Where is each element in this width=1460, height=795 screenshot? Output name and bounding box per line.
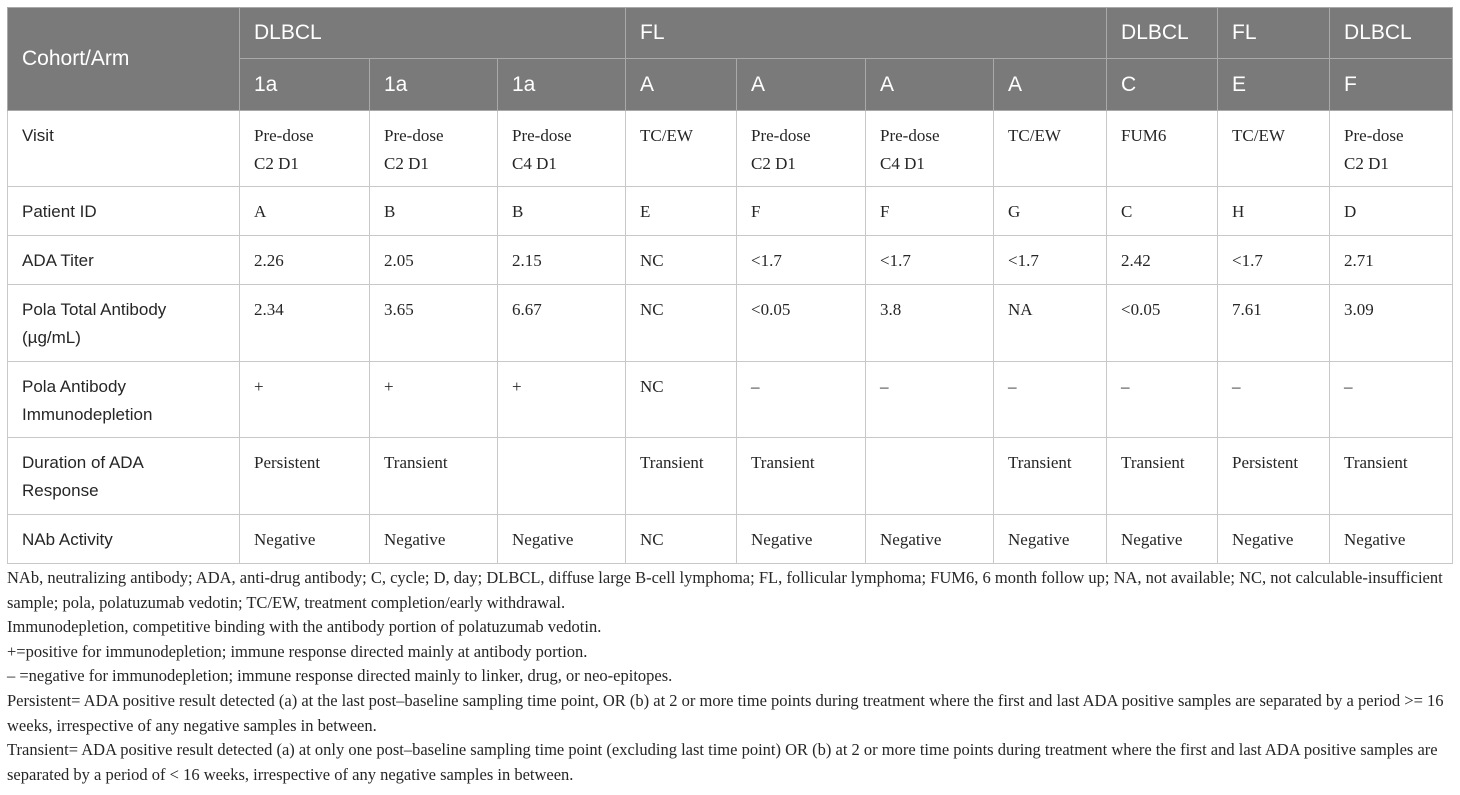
table-cell: + xyxy=(370,362,498,438)
table-cell: Negative xyxy=(866,515,994,564)
table-row xyxy=(8,362,1453,438)
table-cell: Negative xyxy=(240,515,370,564)
header-arm-cell: C xyxy=(1107,59,1218,111)
table-cell: Transient xyxy=(737,438,866,515)
table-cell: B xyxy=(370,187,498,236)
table-cell: 2.26 xyxy=(240,236,370,285)
table-cell: Pre-dose C2 D1 xyxy=(737,111,866,187)
footnote-line: – =negative for immunodepletion; immune response directed mainly to linker, drug, or neo-epitopes. xyxy=(7,666,673,686)
corner-header: Cohort/Arm xyxy=(8,8,240,111)
row-label: Duration of ADA Response xyxy=(8,438,240,515)
table-cell: Negative xyxy=(737,515,866,564)
row-label: Pola Total Antibody (µg/mL) xyxy=(8,285,240,362)
table-cell: – xyxy=(1330,362,1453,438)
ada-results-table xyxy=(7,7,1453,564)
table-cell: Transient xyxy=(994,438,1107,515)
table-cell: <0.05 xyxy=(1107,285,1218,362)
header-arm-cell: 1a xyxy=(370,59,498,111)
table-header xyxy=(8,8,1453,111)
table-row xyxy=(8,111,1453,187)
header-arm-cell: A xyxy=(994,59,1107,111)
table-cell: 7.61 xyxy=(1218,285,1330,362)
table-cell: 2.71 xyxy=(1330,236,1453,285)
table-cell: TC/EW xyxy=(626,111,737,187)
table-cell: Negative xyxy=(1330,515,1453,564)
table-cell: TC/EW xyxy=(1218,111,1330,187)
table-cell: NA xyxy=(994,285,1107,362)
header-arm-cell: A xyxy=(626,59,737,111)
footnote-line: Transient= ADA positive result detected (a) at only one post–baseline sampling time point (excluding last time point) OR (b) at 2 or more time points during treatment where the first and last ADA positive samples are separated by a period of < 16 weeks, irrespective of any negative samples in between. xyxy=(7,740,1438,784)
table-cell: NC xyxy=(626,285,737,362)
header-arm-cell: A xyxy=(866,59,994,111)
table-cell: 2.42 xyxy=(1107,236,1218,285)
table-cell: Negative xyxy=(1218,515,1330,564)
table-cell: Negative xyxy=(498,515,626,564)
table-cell: <1.7 xyxy=(866,236,994,285)
table-cell: D xyxy=(1330,187,1453,236)
table-cell: F xyxy=(866,187,994,236)
table-cell: Pre-dose C4 D1 xyxy=(498,111,626,187)
row-label: Visit xyxy=(8,111,240,187)
table-cell: Pre-dose C2 D1 xyxy=(370,111,498,187)
header-group-cell: FL xyxy=(626,8,1107,59)
table-cell: C xyxy=(1107,187,1218,236)
table-cell: – xyxy=(994,362,1107,438)
table-cell: 2.05 xyxy=(370,236,498,285)
header-arm-cell: A xyxy=(737,59,866,111)
table-cell: Pre-dose C4 D1 xyxy=(866,111,994,187)
table-cell: <0.05 xyxy=(737,285,866,362)
table-cell: NC xyxy=(626,515,737,564)
table-row xyxy=(8,187,1453,236)
table-row xyxy=(8,515,1453,564)
table-cell: <1.7 xyxy=(994,236,1107,285)
footnote-line: Immunodepletion, competitive binding with the antibody portion of polatuzumab vedotin. xyxy=(7,617,602,637)
table-cell: 2.34 xyxy=(240,285,370,362)
table-cell: A xyxy=(240,187,370,236)
row-label: Pola Antibody Immunodepletion xyxy=(8,362,240,438)
footnote-line: +=positive for immunodepletion; immune response directed mainly at antibody portion. xyxy=(7,641,588,661)
table-cell xyxy=(866,438,994,515)
table-row xyxy=(8,285,1453,362)
table-footnotes xyxy=(7,566,1455,787)
table-cell: Negative xyxy=(1107,515,1218,564)
table-cell: – xyxy=(866,362,994,438)
table-cell: – xyxy=(737,362,866,438)
table-cell: 3.09 xyxy=(1330,285,1453,362)
table-cell: Pre-dose C2 D1 xyxy=(1330,111,1453,187)
table-cell xyxy=(498,438,626,515)
table-cell: NC xyxy=(626,362,737,438)
row-label: NAb Activity xyxy=(8,515,240,564)
table-cell: 6.67 xyxy=(498,285,626,362)
row-label: Patient ID xyxy=(8,187,240,236)
header-arm-cell: 1a xyxy=(498,59,626,111)
table-cell: Pre-dose C2 D1 xyxy=(240,111,370,187)
header-group-cell: FL xyxy=(1218,8,1330,59)
table-cell: Persistent xyxy=(1218,438,1330,515)
table-row xyxy=(8,438,1453,515)
row-label: ADA Titer xyxy=(8,236,240,285)
header-group-row xyxy=(8,8,1453,59)
header-group-cell: DLBCL xyxy=(240,8,626,59)
footnote-line: NAb, neutralizing antibody; ADA, anti-drug antibody; C, cycle; D, day; DLBCL, diffuse large B-cell lymphoma; FL, follicular lymphoma; FUM6, 6 month follow up; NA, not available; NC, not calculable-insufficient sample; pola, polatuzumab vedotin; TC/EW, treatment completion/early withdrawal. xyxy=(7,568,1443,612)
table-cell: Transient xyxy=(370,438,498,515)
table-cell: NC xyxy=(626,236,737,285)
header-arm-cell: 1a xyxy=(240,59,370,111)
table-cell: Transient xyxy=(626,438,737,515)
table-cell: FUM6 xyxy=(1107,111,1218,187)
table-cell: 3.65 xyxy=(370,285,498,362)
table-row xyxy=(8,236,1453,285)
table-cell: 3.8 xyxy=(866,285,994,362)
table-cell: F xyxy=(737,187,866,236)
table-cell: + xyxy=(498,362,626,438)
table-cell: Negative xyxy=(994,515,1107,564)
header-arm-cell: F xyxy=(1330,59,1453,111)
table-cell: – xyxy=(1107,362,1218,438)
table-cell: E xyxy=(626,187,737,236)
table-cell: G xyxy=(994,187,1107,236)
table-cell: Negative xyxy=(370,515,498,564)
table-cell: Transient xyxy=(1107,438,1218,515)
table-cell: TC/EW xyxy=(994,111,1107,187)
table-cell: <1.7 xyxy=(737,236,866,285)
table-body xyxy=(8,111,1453,564)
footnote-line: Persistent= ADA positive result detected (a) at the last post–baseline sampling time point, OR (b) at 2 or more time points during treatment where the first and last ADA positive samples are separated by a period >= 16 weeks, irrespective of any negative samples in between. xyxy=(7,690,1444,735)
table-cell: – xyxy=(1218,362,1330,438)
header-arm-cell: E xyxy=(1218,59,1330,111)
table-cell: <1.7 xyxy=(1218,236,1330,285)
header-group-cell: DLBCL xyxy=(1107,8,1218,59)
table-cell: B xyxy=(498,187,626,236)
table-cell: 2.15 xyxy=(498,236,626,285)
table-cell: Transient xyxy=(1330,438,1453,515)
header-group-cell: DLBCL xyxy=(1330,8,1453,59)
table-cell: + xyxy=(240,362,370,438)
table-cell: H xyxy=(1218,187,1330,236)
table-cell: Persistent xyxy=(240,438,370,515)
